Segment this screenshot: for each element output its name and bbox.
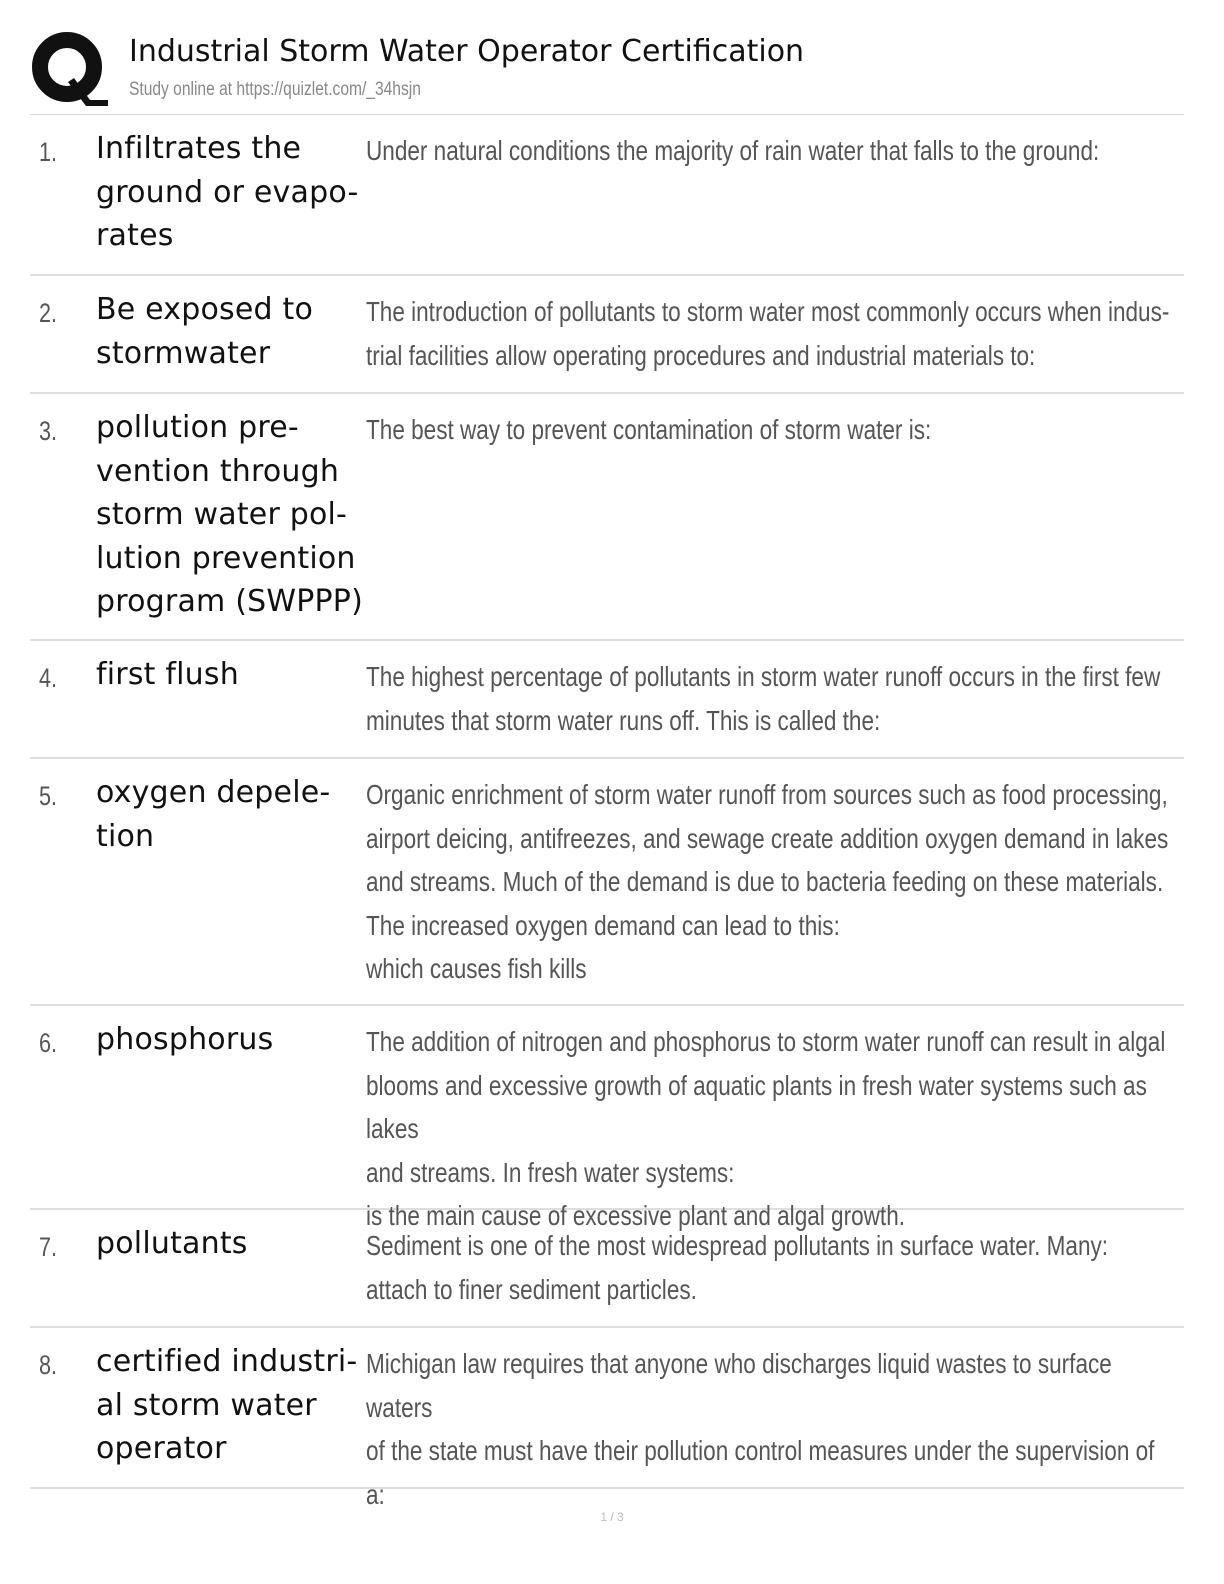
card-definition: The highest percentage of pollutants in storm water runoff occurs in the first few minutes that storm water runs off. This is called the: — [366, 661, 1161, 736]
card-term: pollution pre- vention through storm water pol- lution prevention program (SWPPP) — [96, 410, 363, 619]
flashcard-row — [30, 1328, 1184, 1510]
card-term: first flush — [96, 657, 239, 692]
flashcard-row — [30, 1006, 1184, 1231]
card-definition: Sediment is one of the most widespread pollutants in surface water. Many: attach to finer sediment particles. — [366, 1230, 1109, 1305]
flashcard-row — [30, 115, 1184, 276]
card-definition: Under natural conditions the majority of rain water that falls to the ground: — [366, 135, 1100, 166]
quizlet-logo-icon — [30, 30, 110, 110]
flashcard-row — [30, 276, 1184, 394]
card-definition: Organic enrichment of storm water runoff from sources such as food processing, airport deicing, antifreezes, and sewage create addition oxygen demand in lakes and streams. Much of the demand is due to bacteria feeding on these materials. The increased oxygen demand can lead to this: which causes fish kills — [366, 779, 1169, 984]
flashcard-row — [30, 759, 1184, 1006]
flashcard-row — [30, 641, 1184, 759]
card-definition: The addition of nitrogen and phosphorus to storm water runoff can result in algal blooms and excessive growth of aquatic plants in fresh water systems such as lakes and streams. In fresh water systems: is the main cause of excessive plant and algal growth. — [366, 1026, 1166, 1231]
card-number: 3. — [39, 416, 58, 446]
card-number: 2. — [39, 298, 58, 328]
card-term: pollutants — [96, 1226, 248, 1261]
flashcard-row — [30, 1210, 1184, 1328]
card-number: 5. — [39, 781, 58, 811]
study-link[interactable]: Study online at https://quizlet.com/_34hsjn — [129, 79, 421, 100]
card-definition: The best way to prevent contamination of storm water is: — [366, 414, 932, 445]
flashcard-row — [30, 394, 1184, 641]
card-number: 8. — [39, 1350, 58, 1380]
page-number: 1 / 3 — [600, 1510, 624, 1524]
card-term: phosphorus — [96, 1022, 274, 1057]
card-definition: The introduction of pollutants to storm water most commonly occurs when indus- trial facilities allow operating procedures and industrial materials to: — [366, 296, 1170, 371]
card-term: certified industri- al storm water operator — [96, 1344, 358, 1466]
card-term: oxygen depele- tion — [96, 775, 331, 854]
card-number: 1. — [39, 137, 58, 167]
page-title: Industrial Storm Water Operator Certification — [129, 34, 805, 69]
card-definition: Michigan law requires that anyone who discharges liquid wastes to surface waters of the state must have their pollution control measures under the supervision of a: — [366, 1348, 1155, 1510]
card-number: 4. — [39, 663, 58, 693]
flashcard-list — [30, 115, 1184, 1510]
page-header — [30, 28, 1190, 112]
card-number: 7. — [39, 1232, 58, 1262]
card-term: Infiltrates the ground or evapo- rates — [96, 131, 359, 253]
card-term: Be exposed to stormwater — [96, 292, 314, 371]
card-number: 6. — [39, 1028, 58, 1058]
